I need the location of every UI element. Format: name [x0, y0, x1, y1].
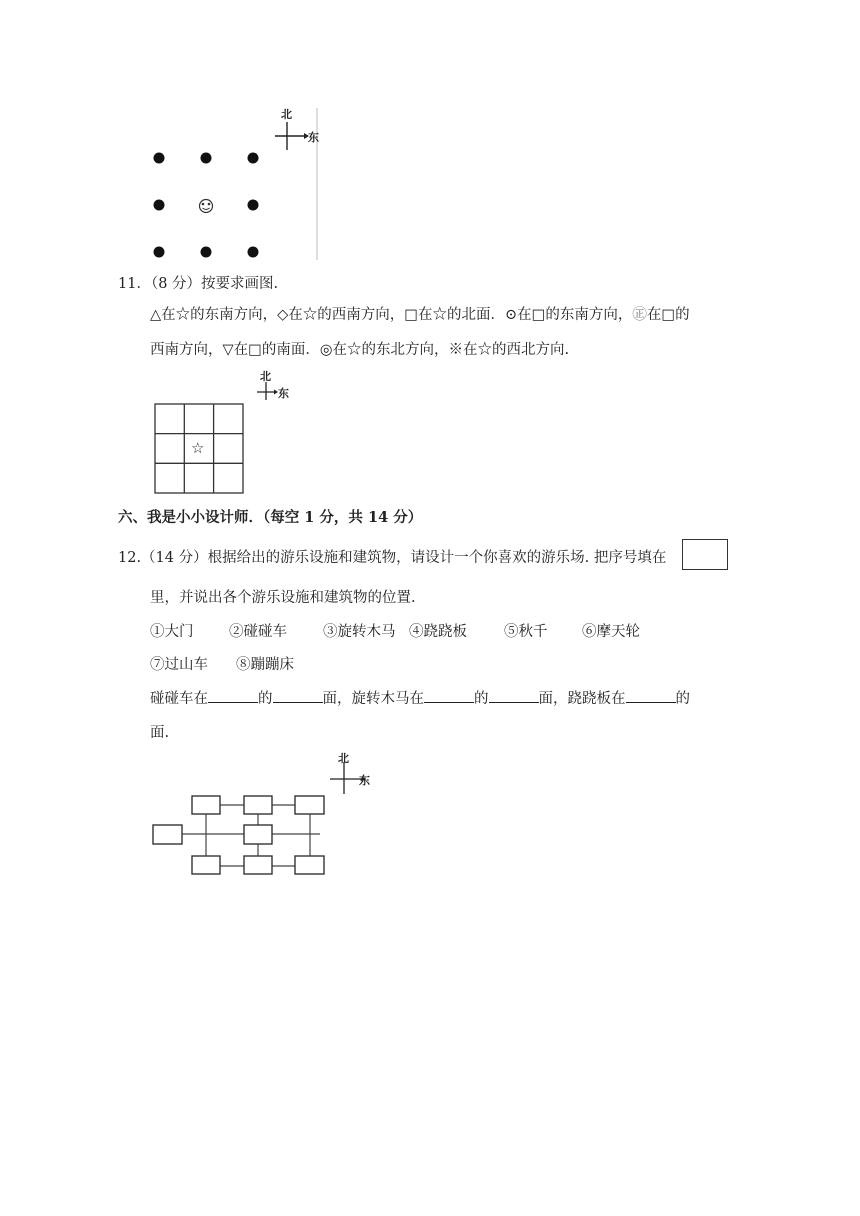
q11-line1-c: 在□的	[646, 307, 690, 323]
fill-text-e: 面，跷跷板在	[538, 691, 626, 707]
q12-header: 12.（14 分）根据给出的游乐设施和建筑物，请设计一个你喜欢的游乐场. 把序号填在	[118, 550, 667, 566]
layout-box[interactable]	[244, 796, 272, 814]
q12-item-6: ⑥摩天轮	[582, 624, 640, 640]
layout-box[interactable]	[192, 856, 220, 874]
answer-blank-4[interactable]	[489, 690, 539, 703]
q11-grid-figure	[150, 366, 300, 498]
dot	[154, 247, 165, 258]
section-6-title: 六、我是小小设计师．（每空 1 分，共 14 分）	[118, 509, 423, 526]
grid-center-star-icon: ☆	[191, 439, 205, 457]
compass-north-label: 北	[260, 370, 271, 383]
dot	[201, 247, 212, 258]
dot	[154, 153, 165, 164]
dot-grid-svg	[140, 100, 340, 265]
q12-item-7: ⑦过山车	[150, 657, 208, 673]
double-circle-symbol: ◎	[319, 342, 333, 358]
smiley-face-icon	[200, 200, 213, 213]
answer-box-example	[682, 539, 728, 570]
dot	[248, 153, 259, 164]
q11-line2-b: 在☆的东北方向，※在☆的西北方向.	[332, 342, 570, 358]
q12-item-2: ②碰碰车	[229, 624, 287, 640]
q12-fill-end: 面.	[150, 725, 170, 741]
q11-header: 11．（8 分）按要求画图.	[118, 276, 279, 292]
q12-item-1: ①大门	[150, 624, 194, 640]
q12-item-8: ⑧蹦蹦床	[236, 657, 294, 673]
layout-boxes	[153, 796, 324, 874]
q12-fill-line	[150, 687, 690, 708]
compass-north-label: 北	[338, 752, 349, 765]
q12-item-5: ⑤秋千	[504, 624, 548, 640]
answer-blank-1[interactable]	[208, 690, 258, 703]
layout-box[interactable]	[192, 796, 220, 814]
q12-line2: 里，并说出各个游乐设施和建筑物的位置.	[150, 590, 416, 606]
compass-north-label: 北	[281, 108, 292, 121]
dot	[248, 247, 259, 258]
q12-item-3: ③旋转木马	[323, 624, 396, 640]
fill-text-f: 的	[675, 691, 690, 707]
park-layout-svg	[150, 748, 390, 880]
fill-text-c: 面，旋转木马在	[322, 691, 424, 707]
compass-east-label: 东	[359, 774, 370, 787]
answer-blank-2[interactable]	[273, 690, 323, 703]
circled-dot-symbol: ⊙	[505, 307, 518, 323]
circled-seal-symbol: ㊣	[632, 307, 647, 323]
q12-item-4: ④跷跷板	[409, 624, 467, 640]
compass-east-label: 东	[278, 387, 289, 400]
q11-line2	[150, 338, 569, 359]
dot	[201, 153, 212, 164]
layout-box[interactable]	[244, 856, 272, 874]
layout-box[interactable]	[153, 825, 182, 844]
dot	[154, 200, 165, 211]
q11-line2-a: 西南方向，▽在□的南面．	[150, 342, 320, 358]
fill-text-d: 的	[474, 691, 489, 707]
compass-east-label: 东	[308, 131, 319, 144]
answer-blank-3[interactable]	[424, 690, 474, 703]
layout-box[interactable]	[295, 856, 324, 874]
q11-line1-b: 在□的东南方向，	[517, 307, 633, 323]
fill-text-b: 的	[258, 691, 273, 707]
answer-blank-5[interactable]	[626, 690, 676, 703]
q11-line1-a: △在☆的东南方向，◇在☆的西南方向，□在☆的北面．	[150, 307, 506, 323]
layout-box[interactable]	[244, 825, 272, 844]
q11-line1	[150, 303, 690, 324]
fill-text-a: 碰碰车在	[150, 691, 208, 707]
park-layout-figure	[150, 748, 390, 880]
dot-grid-figure	[140, 100, 340, 265]
dot	[248, 200, 259, 211]
layout-box[interactable]	[295, 796, 324, 814]
